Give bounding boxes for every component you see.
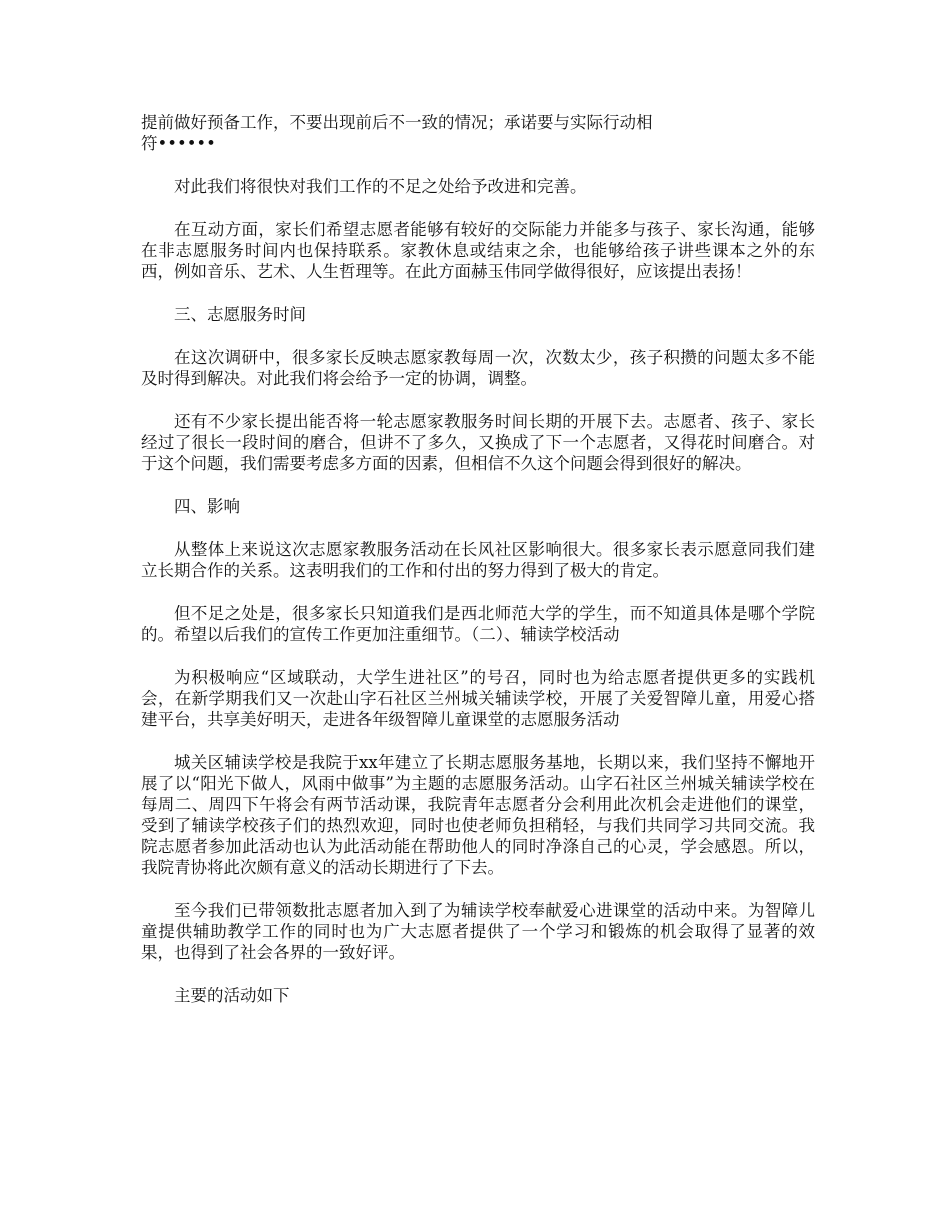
paragraph: 至今我们已带领数批志愿者加入到了为辅读学校奉献爱心进课堂的活动中来。为智障儿童提供辅助教学工作的同时也为广大志愿者提供了一个学习和锻炼的机会取得了显著的效果，也得到了社会各界的一致好评。: [141, 901, 815, 962]
paragraph: 还有不少家长提出能否将一轮志愿家教服务时间长期的开展下去。志愿者、孩子、家长经过了很长一段时间的磨合，但讲不了多久，又换成了下一个志愿者，又得花时间磨合。对于这个问题，我们需要考虑多方面的因素，但相信不久这个问题会得到很好的解决。: [141, 412, 815, 473]
paragraph: 为积极响应“区域联动，大学生进社区”的号召，同时也为给志愿者提供更多的实践机会，在新学期我们又一次赴山字石社区兰州城关辅读学校，开展了关爱智障儿童，用爱心搭建平台，共享美好明天，走进各年级智障儿童课堂的志愿服务活动: [141, 668, 815, 729]
paragraph: 从整体上来说这次志愿家教服务活动在长风社区影响很大。很多家长表示愿意同我们建立长期合作的关系。这表明我们的工作和付出的努力得到了极大的肯定。: [141, 540, 815, 580]
paragraph: 但不足之处是，很多家长只知道我们是西北师范大学的学生，而不知道具体是哪个学院的。希望以后我们的宣传工作更加注重细节。（二）、辅读学校活动: [141, 604, 815, 644]
text-line: 符••••••: [141, 134, 216, 153]
paragraph-continuation: [141, 112, 815, 154]
paragraph: 在这次调研中，很多家长反映志愿家教每周一次，次数太少，孩子积攒的问题太多不能及时得到解决。对此我们将会给予一定的协调，调整。: [141, 348, 815, 388]
paragraph: 主要的活动如下: [174, 986, 290, 1005]
paragraph: 城关区辅读学校是我院于xx年建立了长期志愿服务基地，长期以来，我们坚持不懈地开展了以“阳光下做人，风雨中做事”为主题的志愿服务活动。山字石社区兰州城关辅读学校在每周二、周四下午将会有两节活动课，我院青年志愿者分会利用此次机会走进他们的课堂，受到了辅读学校孩子们的热烈欢迎，同时也使老师负担稍轻，与我们共同学习共同交流。我院志愿者参加此活动也认为此活动能在帮助他人的同时净涤自己的心灵，学会感恩。所以，我院青协将此次颇有意义的活动长期进行了下去。: [141, 753, 815, 877]
section-heading: 三、志愿服务时间: [174, 305, 306, 324]
paragraph: 对此我们将很快对我们工作的不足之处给予改进和完善。: [174, 177, 587, 196]
paragraph: 在互动方面，家长们希望志愿者能够有较好的交际能力并能多与孩子、家长沟通，能够在非志愿服务时间内也保持联系。家教休息或结束之余，也能够给孩子讲些课本之外的东西，例如音乐、艺术、人生哲理等。在此方面赫玉伟同学做得很好，应该提出表扬！: [141, 220, 815, 281]
section-heading: 四、影响: [174, 497, 240, 516]
document-page: [141, 112, 815, 1028]
text-line: 提前做好预备工作，不要出现前后不一致的情况；承诺要与实际行动相: [141, 113, 653, 132]
